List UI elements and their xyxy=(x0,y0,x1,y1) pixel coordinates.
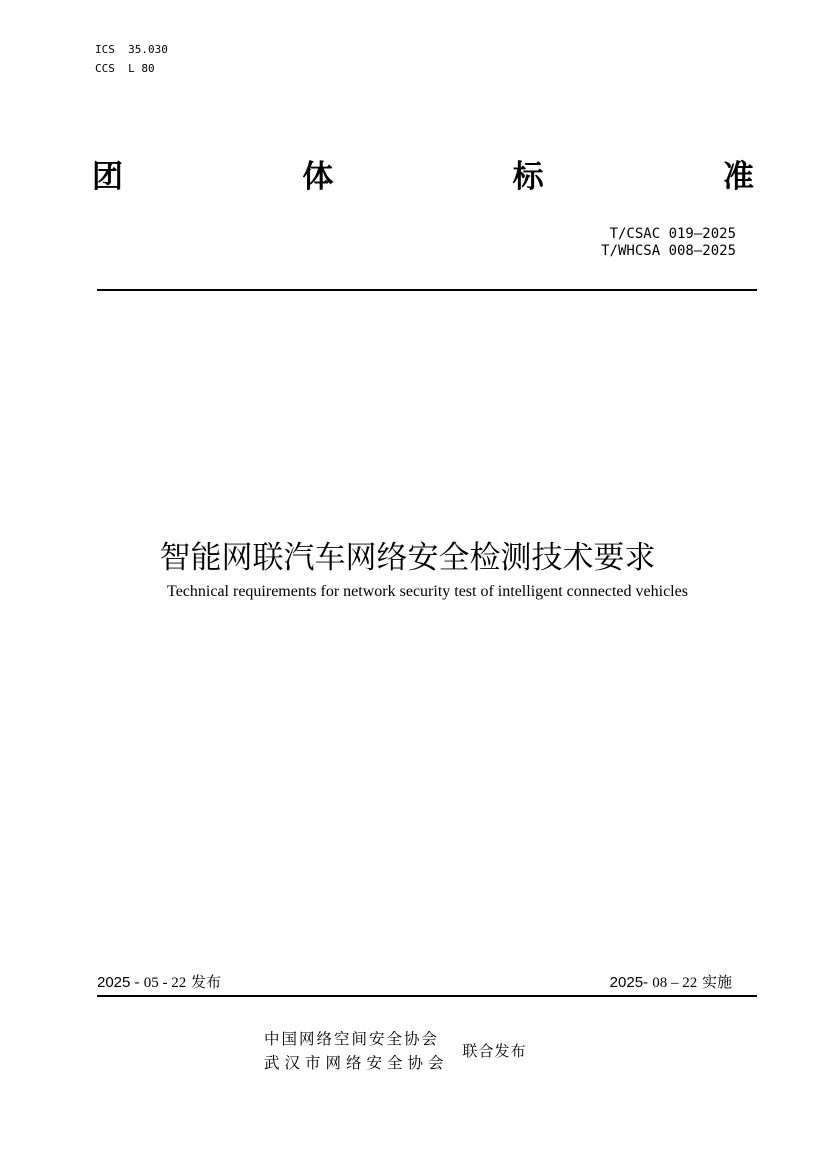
impl-date-sep: - xyxy=(643,974,653,991)
implementation-date xyxy=(610,972,732,993)
impl-date-label: 实施 xyxy=(697,973,732,991)
issue-date-sep: - xyxy=(130,974,144,991)
standard-numbers xyxy=(601,226,736,260)
publishers-block xyxy=(264,1027,527,1075)
joint-publish-label: 联合发布 xyxy=(462,1041,527,1060)
document-title-en: Technical requirements for network security test of intelligent connected vehicles xyxy=(167,583,688,600)
standard-number-csac: T/CSAC 019—2025 xyxy=(609,226,736,242)
standard-type-heading xyxy=(92,157,754,197)
publisher-name: 中国网络空间安全协会 xyxy=(264,1030,440,1048)
issue-date-year: 2025 xyxy=(97,974,131,991)
standard-type-char-3: 标 xyxy=(512,159,544,195)
issue-date-label: 发布 xyxy=(186,973,221,991)
ics-code: ICS 35.030 xyxy=(95,43,168,56)
impl-date-month-day: 08 – 22 xyxy=(652,975,698,991)
top-divider xyxy=(97,289,757,291)
document-title-zh: 智能网联汽车网络安全检测技术要求 xyxy=(159,540,656,576)
issue-date-month-day: 05 - 22 xyxy=(143,975,187,991)
standard-number-whcsa: T/WHCSA 008—2025 xyxy=(601,243,736,259)
classification-codes xyxy=(95,40,168,78)
publisher-list xyxy=(264,1027,449,1075)
standard-type-char-2: 体 xyxy=(302,159,334,195)
ccs-code: CCS L 80 xyxy=(95,62,155,75)
standard-type-char-1: 团 xyxy=(92,159,123,195)
publisher-name: 武汉市网络安全协会 xyxy=(264,1054,449,1072)
impl-date-year: 2025 xyxy=(609,974,644,991)
bottom-divider xyxy=(97,995,757,997)
standard-type-char-4: 准 xyxy=(722,159,754,195)
issue-date xyxy=(97,972,221,993)
